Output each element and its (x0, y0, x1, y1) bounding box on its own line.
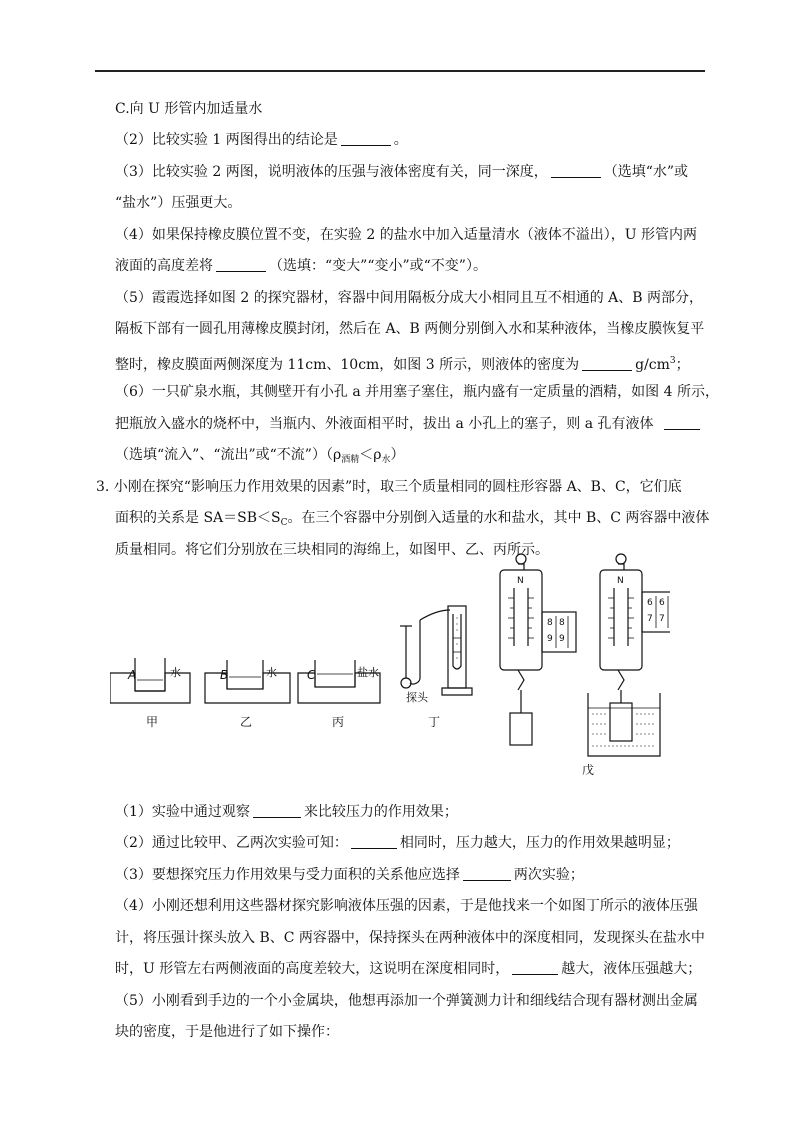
answer-blank[interactable] (351, 834, 397, 849)
question-3-cont1 (115, 509, 709, 532)
question-3-2 (115, 834, 680, 852)
label-water-b: 水 (266, 666, 277, 679)
label-jia: 甲 (146, 715, 159, 729)
question-2-4-cont (115, 257, 487, 275)
text: 来比较压力的作用效果； (303, 804, 458, 820)
text: （3）要想探究压力作用效果与受力面积的关系他应选择 (115, 867, 460, 883)
scale1-reading: 8 (547, 618, 553, 628)
question-3-4-cont1: 计，将压强计探头放入 B、C 两容器中，保持探头在两种液体中的深度相同，发现探头在盐水中 (115, 930, 705, 946)
question-3-5-cont: 块的密度，于是他进行了如下操作： (115, 1024, 339, 1040)
text: 相同时，压力越大，压力的作用效果越明显； (399, 835, 680, 851)
label-container-b: B (220, 668, 229, 682)
answer-blank[interactable] (664, 415, 700, 430)
scale1-reading: 9 (559, 634, 565, 644)
scale2-reading: 7 (647, 614, 653, 624)
sponge-yi (205, 660, 290, 703)
option-c: C.向 U 形管内加适量水 (115, 101, 263, 117)
label-yi: 乙 (240, 715, 253, 729)
text: 越大，液体压强越大； (561, 961, 702, 977)
text: 液面的高度差将 (115, 258, 213, 274)
scale1-reading: 9 (547, 634, 553, 644)
question-3-5: （5）小刚看到手边的一个小金属块，他想再添加一个弹簧测力计和细线结合现有器材测出金属 (115, 993, 698, 1009)
question-2-6-cont2 (115, 446, 404, 469)
header-rule (95, 70, 705, 72)
text: 整时，橡皮膜面两侧深度为 11cm、10cm，如图 3 所示，则液体的密度为 (115, 357, 580, 373)
text: （2）通过比较甲、乙两次实验可知： (115, 835, 348, 851)
scale2-reading: 6 (647, 598, 653, 608)
text: 。 (393, 132, 408, 148)
question-2-5-cont2 (115, 352, 690, 374)
scale2-unit: N (617, 576, 624, 586)
unit-exponent: 3 (669, 356, 676, 366)
spring-scale-2 (588, 554, 670, 756)
text: ＜ρ (359, 447, 382, 463)
question-3-4: （4）小刚还想利用这些器材探究影响液体压强的因素，于是他找来一个如图丁所示的液体压强 (115, 898, 698, 914)
question-2-6-cont1 (115, 415, 703, 433)
question-3-3 (115, 866, 584, 884)
label-wu: 戊 (582, 763, 595, 777)
label-container-a: A (128, 668, 137, 682)
text: ； (675, 357, 690, 373)
experiment-figure (110, 548, 670, 780)
question-2-4: （4）如果保持橡皮膜位置不变，在实验 2 的盐水中加入适量清水（液体不溢出），U 形管内两 (115, 227, 697, 243)
answer-blank[interactable] (463, 866, 511, 881)
question-3-cont2: 质量相同。将它们分别放在三块相同的海绵上，如图甲、乙、丙所示。 (115, 542, 549, 558)
subscript: 水 (381, 455, 391, 465)
text: （选填：“变大”“变小”或“不变”）。 (269, 258, 487, 274)
answer-blank[interactable] (253, 803, 301, 818)
scale2-reading: 7 (659, 614, 665, 624)
unit: g/cm (635, 357, 670, 373)
answer-blank[interactable] (216, 257, 266, 272)
answer-blank[interactable] (512, 960, 558, 975)
question-2-3-cont: “盐水”）压强更大。 (115, 195, 242, 211)
subscript: 酒精 (341, 455, 360, 465)
answer-blank[interactable] (582, 356, 632, 371)
text: 。在三个容器中分别倒入适量的水和盐水，其中 B、C 两容器中液体 (287, 510, 710, 526)
label-ding: 丁 (428, 715, 441, 729)
answer-blank[interactable] (551, 163, 601, 178)
question-2-5: （5）霞霞选择如图 2 的探究器材，容器中间用隔板分成大小相同且互不相通的 A、B 两部分， (115, 290, 704, 306)
question-2-2 (115, 131, 408, 149)
label-saltwater: 盐水 (357, 666, 379, 679)
question-2-3 (115, 163, 688, 181)
answer-blank[interactable] (341, 131, 391, 146)
question-2-6: （6）一只矿泉水瓶，其侧壁开有小孔 a 并用塞子塞住，瓶内盛有一定质量的酒精，如图 4 所示， (115, 384, 719, 400)
subscript: C (280, 518, 288, 528)
scale2-reading: 6 (659, 598, 665, 608)
scale1-unit: N (517, 576, 524, 586)
pressure-gauge (400, 606, 472, 695)
question-3-1 (115, 803, 458, 821)
text: （2）比较实验 1 两图得出的结论是 (115, 132, 338, 148)
text: ） (390, 447, 405, 463)
label-bing: 丙 (332, 715, 345, 729)
question-3-4-cont2 (115, 960, 701, 978)
text: 两次实验； (513, 867, 584, 883)
text: （1）实验中通过观察 (115, 804, 250, 820)
label-water-a: 水 (170, 666, 181, 679)
question-3: 3. 小刚在探究“影响压力作用效果的因素”时，取三个质量相同的圆柱形容器 A、B、C，它们底 (96, 479, 682, 495)
text: （3）比较实验 2 两图，说明液体的压强与液体密度有关，同一深度， (115, 164, 548, 180)
spring-scale-1 (500, 554, 576, 745)
text: 面积的关系是 SA＝SB＜S (115, 510, 281, 526)
text: （选填“流入”、“流出”或“不流”）（ρ (115, 447, 342, 463)
text: 时，U 形管左右两侧液面的高度差较大，这说明在深度相同时， (115, 961, 510, 977)
text: （选填“水”或 (603, 164, 689, 180)
question-2-5-cont1: 隔板下部有一圆孔用薄橡皮膜封闭，然后在 A、B 两侧分别倒入水和某种液体，当橡皮膜恢复平 (115, 321, 705, 337)
label-probe: 探头 (406, 691, 428, 704)
sponge-jia (110, 658, 190, 703)
label-container-c: C (307, 668, 316, 682)
text: 把瓶放入盛水的烧杯中，当瓶内、外液面相平时，拔出 a 小孔上的塞子，则 a 孔有液体 (115, 416, 654, 432)
scale1-reading: 8 (559, 618, 565, 628)
